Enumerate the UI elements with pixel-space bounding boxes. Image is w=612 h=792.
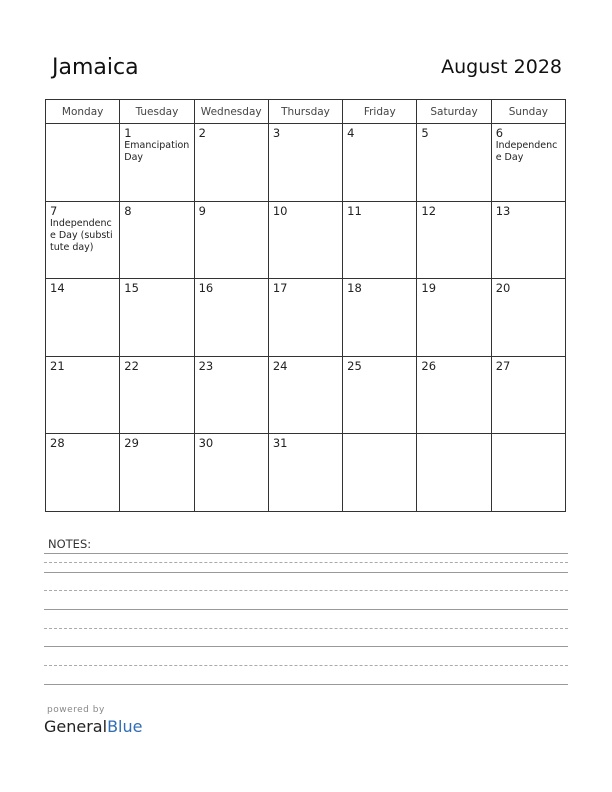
weekday-header: Tuesday	[120, 100, 194, 124]
day-number: 26	[421, 358, 437, 373]
weekday-header: Monday	[46, 100, 120, 124]
day-number: 2	[198, 126, 206, 140]
day-number: 21	[50, 358, 65, 373]
day-cell[interactable]	[268, 279, 342, 357]
day-cell[interactable]	[491, 201, 565, 279]
day-cell[interactable]	[343, 434, 417, 512]
day-cell[interactable]	[46, 356, 120, 434]
week-row	[46, 434, 566, 512]
day-number: 4	[347, 126, 355, 140]
day-number: 1	[124, 126, 132, 140]
day-number: 24	[272, 358, 288, 373]
day-cell[interactable]	[491, 124, 565, 202]
week-row	[46, 279, 566, 357]
day-number: 18	[347, 281, 362, 296]
day-number: 28	[50, 436, 65, 451]
day-cell[interactable]	[491, 434, 565, 512]
powered-by-text: powered by	[47, 705, 105, 715]
day-number: 15	[124, 281, 139, 296]
brand-general: General	[44, 717, 108, 736]
notes-line	[44, 684, 568, 685]
day-cell[interactable]	[417, 356, 491, 434]
day-number: 25	[347, 358, 362, 373]
notes-line	[44, 628, 568, 629]
day-number: 30	[198, 436, 214, 451]
notes-line	[44, 646, 568, 647]
day-cell[interactable]	[343, 356, 417, 434]
day-number: 19	[421, 281, 437, 296]
day-cell[interactable]	[343, 279, 417, 357]
day-number: 10	[272, 203, 288, 218]
notes-line	[44, 572, 568, 573]
notes-line	[44, 665, 568, 666]
day-cell[interactable]	[46, 201, 120, 279]
day-cell[interactable]	[194, 434, 268, 512]
day-cell[interactable]	[46, 434, 120, 512]
generalblue-logo[interactable]	[44, 717, 142, 736]
brand-blue: Blue	[107, 717, 143, 736]
day-cell[interactable]	[268, 201, 342, 279]
day-number: 22	[124, 358, 139, 373]
holiday-label: Emancipation Day	[124, 140, 190, 163]
weekday-header: Wednesday	[194, 100, 268, 124]
day-cell[interactable]	[120, 356, 194, 434]
notes-line	[44, 562, 568, 563]
day-number: 14	[50, 281, 65, 296]
day-cell[interactable]	[194, 279, 268, 357]
day-number: 27	[495, 358, 511, 373]
day-cell[interactable]	[343, 201, 417, 279]
day-cell[interactable]	[417, 279, 491, 357]
notes-line	[44, 609, 568, 610]
day-number: 9	[198, 203, 206, 218]
day-cell[interactable]	[268, 124, 342, 202]
day-number: 8	[124, 203, 132, 218]
day-cell[interactable]	[268, 356, 342, 434]
calendar-month-title: August 2028	[441, 56, 562, 78]
weekday-header-row	[46, 100, 566, 124]
day-cell[interactable]	[268, 434, 342, 512]
week-row	[46, 356, 566, 434]
week-row	[46, 124, 566, 202]
day-number: 31	[272, 436, 288, 451]
weekday-header: Friday	[343, 100, 417, 124]
day-number: 23	[198, 358, 214, 373]
day-number: 20	[495, 281, 511, 296]
calendar-grid	[45, 99, 566, 512]
weekday-header: Thursday	[268, 100, 342, 124]
day-number: 17	[272, 281, 288, 296]
day-cell[interactable]	[194, 201, 268, 279]
day-number: 11	[347, 203, 362, 218]
day-cell[interactable]	[46, 279, 120, 357]
day-cell[interactable]	[491, 356, 565, 434]
notes-label: NOTES:	[48, 537, 92, 551]
day-number: 3	[272, 126, 281, 140]
day-number: 29	[124, 436, 139, 451]
day-cell[interactable]	[491, 279, 565, 357]
day-number: 13	[495, 203, 511, 218]
day-cell[interactable]	[343, 124, 417, 202]
notes-line	[44, 590, 568, 591]
holiday-label: Independence Day	[495, 140, 558, 163]
day-cell[interactable]	[120, 201, 194, 279]
weekday-header: Saturday	[417, 100, 491, 124]
weekday-header: Sunday	[491, 100, 565, 124]
day-cell[interactable]	[120, 124, 194, 202]
day-cell[interactable]	[194, 124, 268, 202]
day-cell[interactable]	[120, 279, 194, 357]
calendar-country-title: Jamaica	[52, 55, 139, 80]
calendar-body	[46, 124, 566, 512]
notes-line	[44, 553, 568, 554]
holiday-label: Independence Day (substitute day)	[50, 217, 113, 253]
day-cell[interactable]	[417, 124, 491, 202]
day-number: 6	[495, 126, 504, 140]
day-cell[interactable]	[417, 201, 491, 279]
day-number: 7	[50, 203, 58, 218]
day-cell[interactable]	[46, 124, 120, 202]
day-cell[interactable]	[120, 434, 194, 512]
day-number: 5	[421, 126, 429, 140]
day-number: 16	[198, 281, 214, 296]
day-cell[interactable]	[194, 356, 268, 434]
week-row	[46, 201, 566, 279]
day-number: 12	[421, 203, 437, 218]
day-cell[interactable]	[417, 434, 491, 512]
